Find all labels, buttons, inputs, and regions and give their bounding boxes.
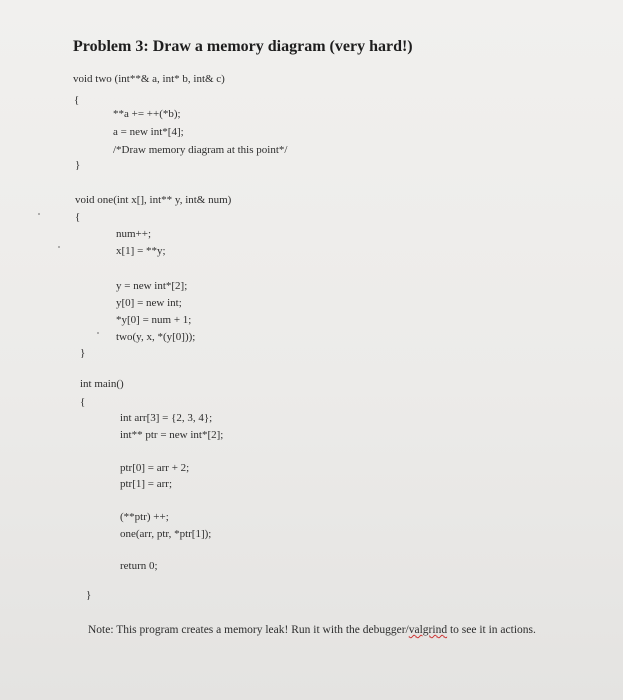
main-signature: int main() [80,378,124,390]
note-prefix: Note: This program creates a memory leak! Run it with the debugger/ [88,624,409,636]
paper-speck [97,332,99,334]
problem-title: Problem 3: Draw a memory diagram (very hard!) [73,38,413,55]
two-line-2: a = new int*[4]; [113,126,184,138]
main-line-5: (**ptr) ++; [120,511,169,523]
note-spellcheck-word: valgrind [408,624,448,636]
main-open-brace: { [80,396,86,408]
one-line-1: num++; [116,228,152,240]
one-close-brace: } [80,347,86,359]
two-open-brace: { [74,94,80,106]
two-line-1: **a += ++(*b); [113,108,181,120]
main-line-4: ptr[1] = arr; [120,478,173,490]
main-line-3: ptr[0] = arr + 2; [120,462,190,474]
note-suffix: to see it in actions. [447,624,536,636]
one-open-brace: { [75,211,81,223]
one-line-3: y = new int*[2]; [116,280,188,292]
two-close-brace: } [75,159,81,171]
main-line-1: int arr[3] = {2, 3, 4}; [120,412,213,424]
one-signature: void one(int x[], int** y, int& num) [75,194,232,206]
main-line-2: int** ptr = new int*[2]; [120,429,224,441]
main-close-brace: } [86,589,92,601]
main-line-7: return 0; [120,560,158,572]
two-line-3: /*Draw memory diagram at this point*/ [113,144,288,156]
paper-speck [38,213,40,215]
footnote [88,622,558,638]
one-line-4: y[0] = new int; [116,297,182,309]
main-line-6: one(arr, ptr, *ptr[1]); [120,528,212,540]
one-line-2: x[1] = **y; [116,245,166,257]
two-signature: void two (int**& a, int* b, int& c) [73,73,225,85]
one-line-5: *y[0] = num + 1; [116,314,192,326]
one-line-6: two(y, x, *(y[0])); [116,331,196,343]
paper-speck [58,246,60,248]
